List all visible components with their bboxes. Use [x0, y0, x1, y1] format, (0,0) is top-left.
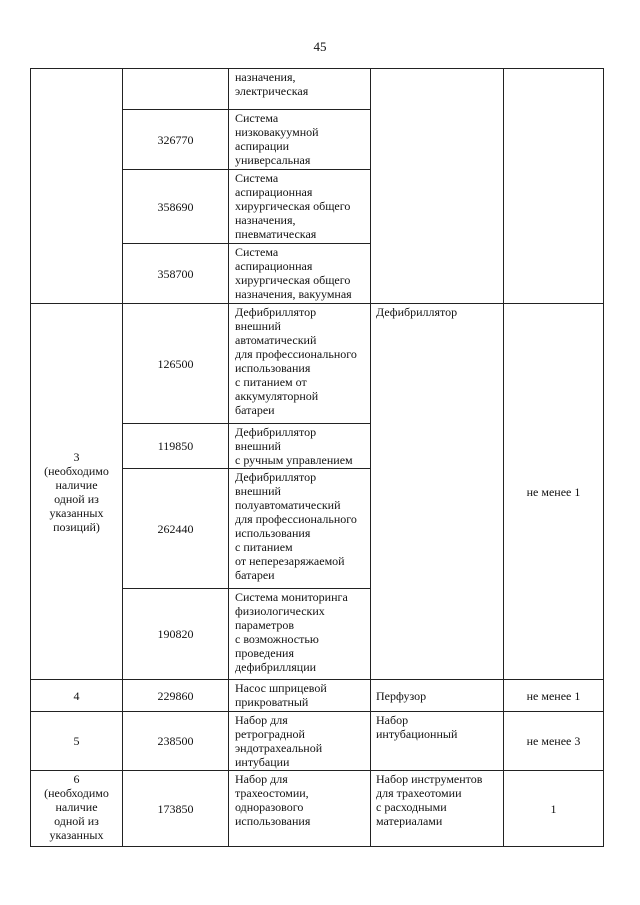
name-cell: Дефибриллятор внешний с ручным управлением — [229, 424, 371, 469]
code-cell: 326770 — [123, 110, 229, 170]
kind-cell: Набор инструментов для трахеотомии с расходными материалами — [371, 771, 504, 847]
table-row — [31, 680, 604, 712]
page-number: 45 — [313, 39, 327, 54]
table-row — [31, 69, 604, 110]
kind-cell: Набор интубационный — [371, 712, 504, 771]
table-row — [31, 771, 604, 847]
name-cell: Набор для ретроградной эндотрахеальной интубации — [229, 712, 371, 771]
qty-cell — [504, 69, 604, 304]
group-number-cell: 5 — [31, 712, 123, 771]
name-cell: Система низковакуумной аспирации универсальная — [229, 110, 371, 170]
group-number-cell: 3 (необходимо наличие одной из указанных позиций) — [31, 304, 123, 680]
name-cell: Система аспирационная хирургическая общего назначения, пневматическая — [229, 170, 371, 244]
table-row — [31, 304, 604, 424]
kind-cell — [371, 69, 504, 304]
name-cell: Система мониторинга физиологических параметров с возможностью проведения дефибрилляции — [229, 589, 371, 680]
code-cell: 173850 — [123, 771, 229, 847]
qty-cell: не менее 3 — [504, 712, 604, 771]
group-number-cell: 6 (необходимо наличие одной из указанных — [31, 771, 123, 847]
name-cell: Насос шприцевой прикроватный — [229, 680, 371, 712]
name-cell: Набор для трахеостомии, одноразового использования — [229, 771, 371, 847]
table-row — [31, 712, 604, 771]
qty-cell: не менее 1 — [504, 680, 604, 712]
name-cell: Дефибриллятор внешний полуавтоматический для профессионального использования с питанием от неперезаряжаемой батареи — [229, 469, 371, 589]
equipment-table — [30, 68, 604, 847]
code-cell: 126500 — [123, 304, 229, 424]
code-cell: 262440 — [123, 469, 229, 589]
code-cell: 119850 — [123, 424, 229, 469]
kind-cell: Перфузор — [371, 680, 504, 712]
code-cell: 238500 — [123, 712, 229, 771]
kind-cell: Дефибриллятор — [371, 304, 504, 680]
group-number-cell — [31, 69, 123, 304]
name-cell: Дефибриллятор внешний автоматический для профессионального использования с питанием от аккумуляторной батареи — [229, 304, 371, 424]
name-cell: Система аспирационная хирургическая общего назначения, вакуумная — [229, 244, 371, 304]
qty-cell: не менее 1 — [504, 304, 604, 680]
group-number-cell: 4 — [31, 680, 123, 712]
code-cell — [123, 69, 229, 110]
code-cell: 358700 — [123, 244, 229, 304]
code-cell: 229860 — [123, 680, 229, 712]
name-cell: назначения, электрическая — [229, 69, 371, 110]
code-cell: 190820 — [123, 589, 229, 680]
code-cell: 358690 — [123, 170, 229, 244]
qty-cell: 1 — [504, 771, 604, 847]
